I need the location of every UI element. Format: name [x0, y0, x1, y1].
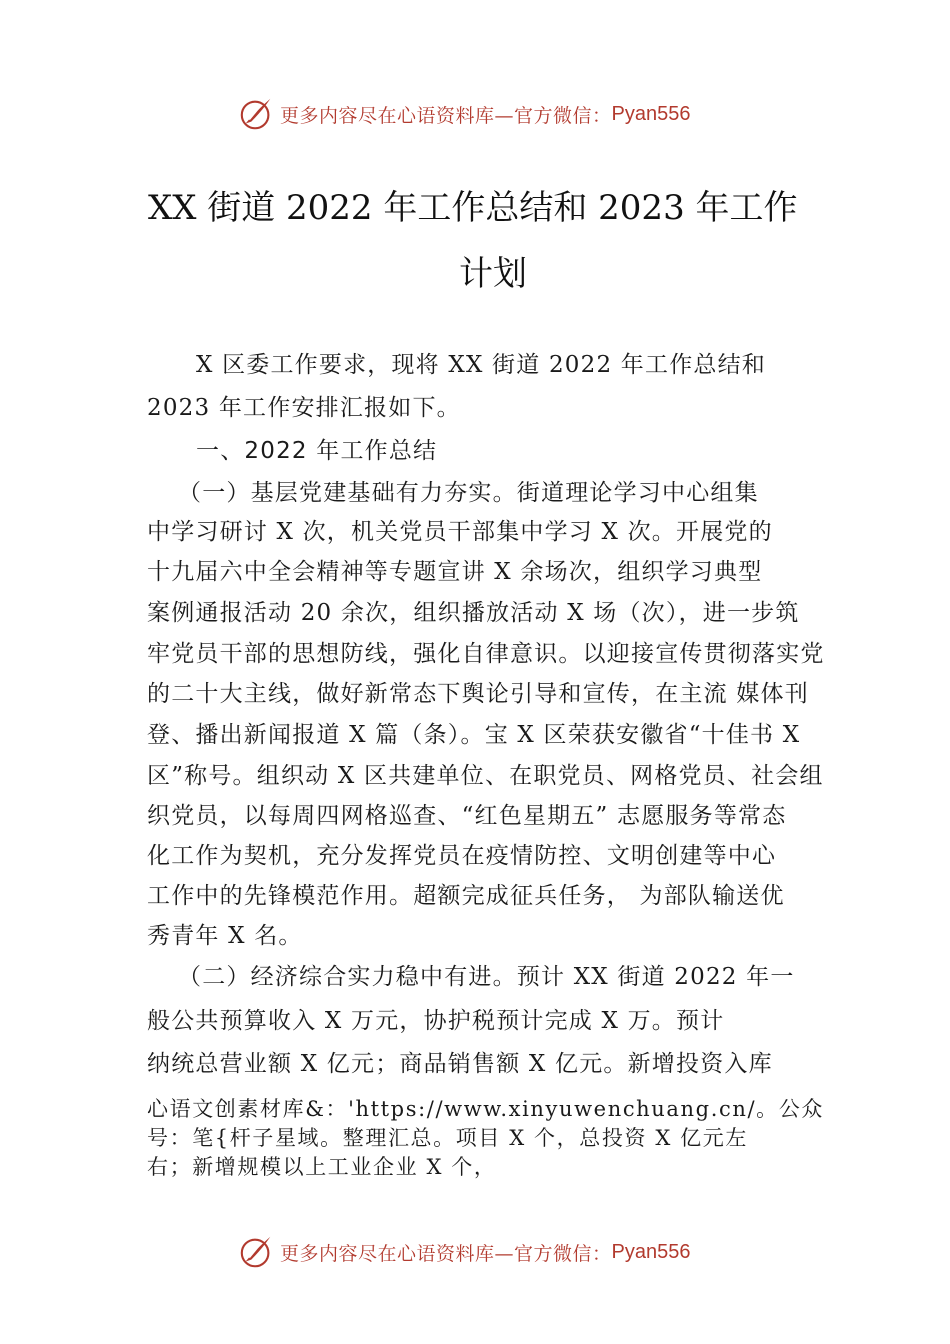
body-line: 的二十大主线，做好新常态下舆论引导和宣传，在主流 媒体刊 [147, 681, 809, 707]
body-line: 十九届六中全会精神等专题宣讲 X 余场次，组织学习典型 [147, 559, 763, 585]
body-line: 心语文创素材库&：'https://www.xinyuwenchuang.cn/。公众 [147, 1097, 824, 1121]
body-line: 秀青年 X 名。 [147, 923, 303, 949]
body-line: 化工作为契机，充分发挥党员在疫情防控、文明创建等中心 [147, 843, 777, 869]
body-line: （二）经济综合实力稳中有进。预计 XX 街道 2022 年一 [178, 964, 795, 990]
body-line: 登、播出新闻报道 X 篇（条）。宝 X 区荣获安徽省“十佳书 X [147, 722, 801, 748]
body-line: 牢党员干部的思想防线，强化自律意识。以迎接宣传贯彻落实党 [147, 641, 825, 667]
watermark-text: 更多内容尽在心语资料库—官方微信： [280, 104, 612, 127]
body-line: （一）基层党建基础有力夯实。街道理论学习中心组集 [178, 480, 759, 506]
watermark-wechat: Pyan556 [611, 1240, 691, 1263]
body-line: 纳统总营业额 X 亿元；商品销售额 X 亿元。新增投资入库 [147, 1051, 773, 1077]
watermark-wechat: Pyan556 [611, 102, 691, 125]
body-line: X 区委工作要求，现将 XX 街道 2022 年工作总结和 [196, 352, 767, 378]
body-line: 2023 年工作安排汇报如下。 [147, 395, 461, 421]
body-line: 右；新增规模以上工业企业 X 个， [147, 1155, 497, 1179]
body-line: 号：笔{杆子星域。整理汇总。项目 X 个，总投资 X 亿元左 [147, 1126, 748, 1150]
watermark-banner-top [238, 94, 690, 134]
section-heading: 一、2022 年工作总结 [196, 438, 438, 464]
watermark-text: 更多内容尽在心语资料库—官方微信： [280, 1242, 612, 1265]
watermark-banner-bottom [238, 1232, 690, 1272]
body-line: 织党员，以每周四网格巡查、“红色星期五” 志愿服务等常态 [147, 803, 787, 829]
body-line: 工作中的先锋模范作用。超额完成征兵任务， 为部队输送优 [147, 883, 785, 909]
quill-logo-icon [238, 1233, 276, 1271]
body-line: 中学习研讨 X 次，机关党员干部集中学习 X 次。开展党的 [147, 519, 773, 545]
quill-logo-icon [238, 95, 276, 133]
document-title-line1: XX 街道 2022 年工作总结和 2023 年工作 [148, 188, 798, 228]
document-title-line2: 计划 [459, 254, 527, 294]
body-line: 案例通报活动 20 余次，组织播放活动 X 场（次），进一步筑 [147, 600, 800, 626]
body-line: 般公共预算收入 X 万元，协护税预计完成 X 万。预计 [147, 1008, 725, 1034]
body-line: 区”称号。组织动 X 区共建单位、在职党员、网格党员、社会组 [147, 763, 824, 789]
